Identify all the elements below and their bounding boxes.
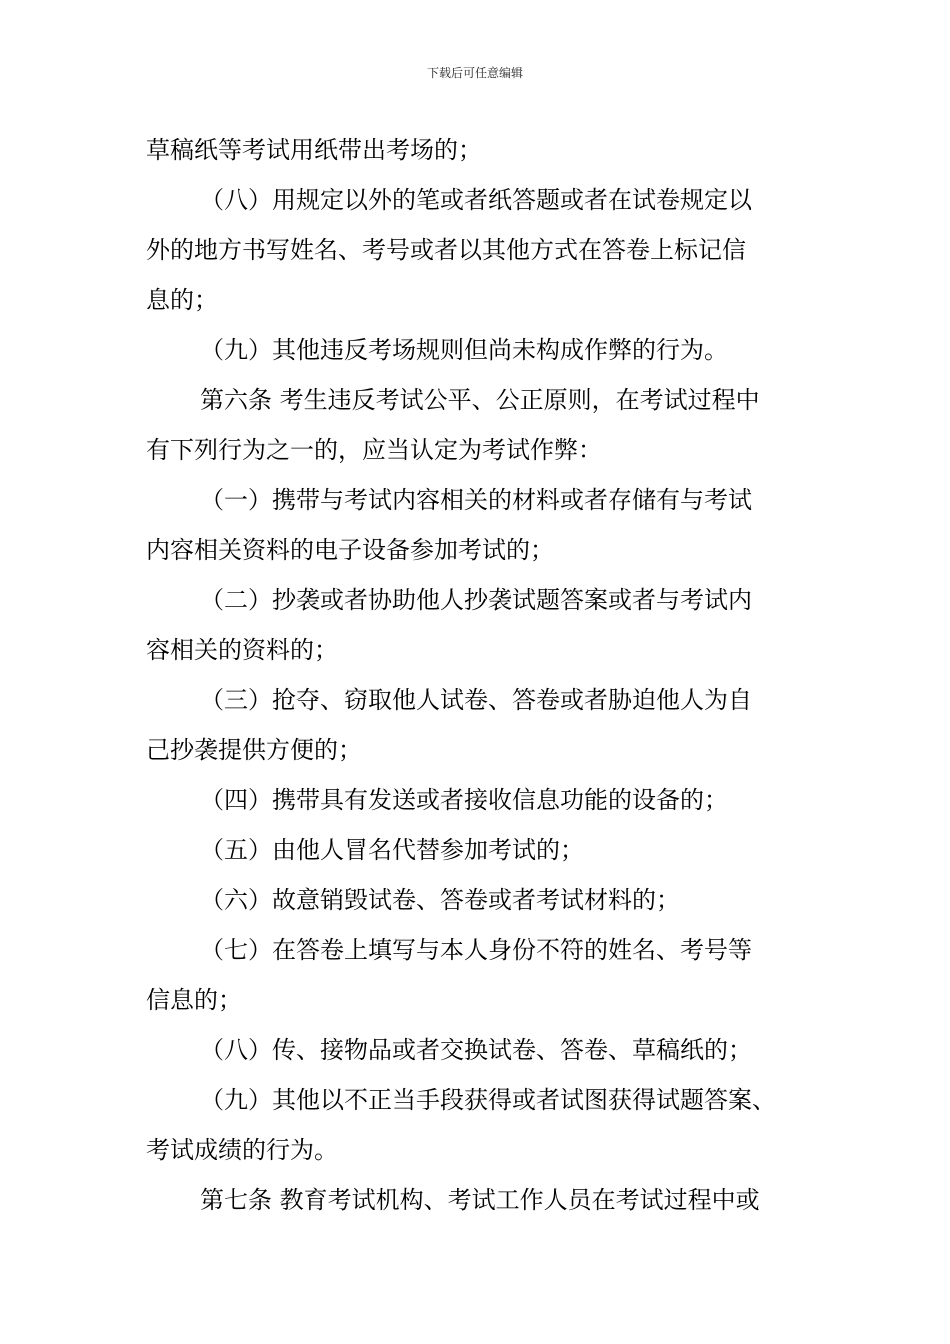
text-line: （四）携带具有发送或者接收信息功能的设备的；	[200, 786, 728, 814]
text-line: 第六条 考生违反考试公平、公正原则，在考试过程中	[200, 386, 760, 414]
text-line: （七）在答卷上填写与本人身份不符的姓名、考号等	[200, 936, 752, 964]
text-line: 内容相关资料的电子设备参加考试的；	[146, 536, 554, 564]
text-line: 第七条 教育考试机构、考试工作人员在考试过程中或	[200, 1186, 760, 1214]
text-line: 草稿纸等考试用纸带出考场的；	[146, 136, 482, 164]
text-line: （九）其他以不正当手段获得或者试图获得试题答案、	[200, 1086, 776, 1114]
text-line: （二）抄袭或者协助他人抄袭试题答案或者与考试内	[200, 586, 752, 614]
text-line: （八）传、接物品或者交换试卷、答卷、草稿纸的；	[200, 1036, 752, 1064]
text-line: （六）故意销毁试卷、答卷或者考试材料的；	[200, 886, 680, 914]
text-line: 容相关的资料的；	[146, 636, 338, 664]
text-line: （三）抢夺、窃取他人试卷、答卷或者胁迫他人为自	[200, 686, 752, 714]
text-line: 己抄袭提供方便的；	[146, 736, 362, 764]
text-line: 考试成绩的行为。	[146, 1136, 338, 1164]
text-line: （九）其他违反考场规则但尚未构成作弊的行为。	[200, 336, 728, 364]
text-line: （八）用规定以外的笔或者纸答题或者在试卷规定以	[200, 186, 752, 214]
text-line: 息的；	[146, 286, 218, 314]
text-line: （五）由他人冒名代替参加考试的；	[200, 836, 584, 864]
text-line: 外的地方书写姓名、考号或者以其他方式在答卷上标记信	[146, 236, 746, 264]
text-line: （一）携带与考试内容相关的材料或者存储有与考试	[200, 486, 752, 514]
text-line: 有下列行为之一的，应当认定为考试作弊：	[146, 436, 602, 464]
header-note: 下载后可任意编辑	[426, 66, 523, 80]
text-line: 信息的；	[146, 986, 242, 1014]
